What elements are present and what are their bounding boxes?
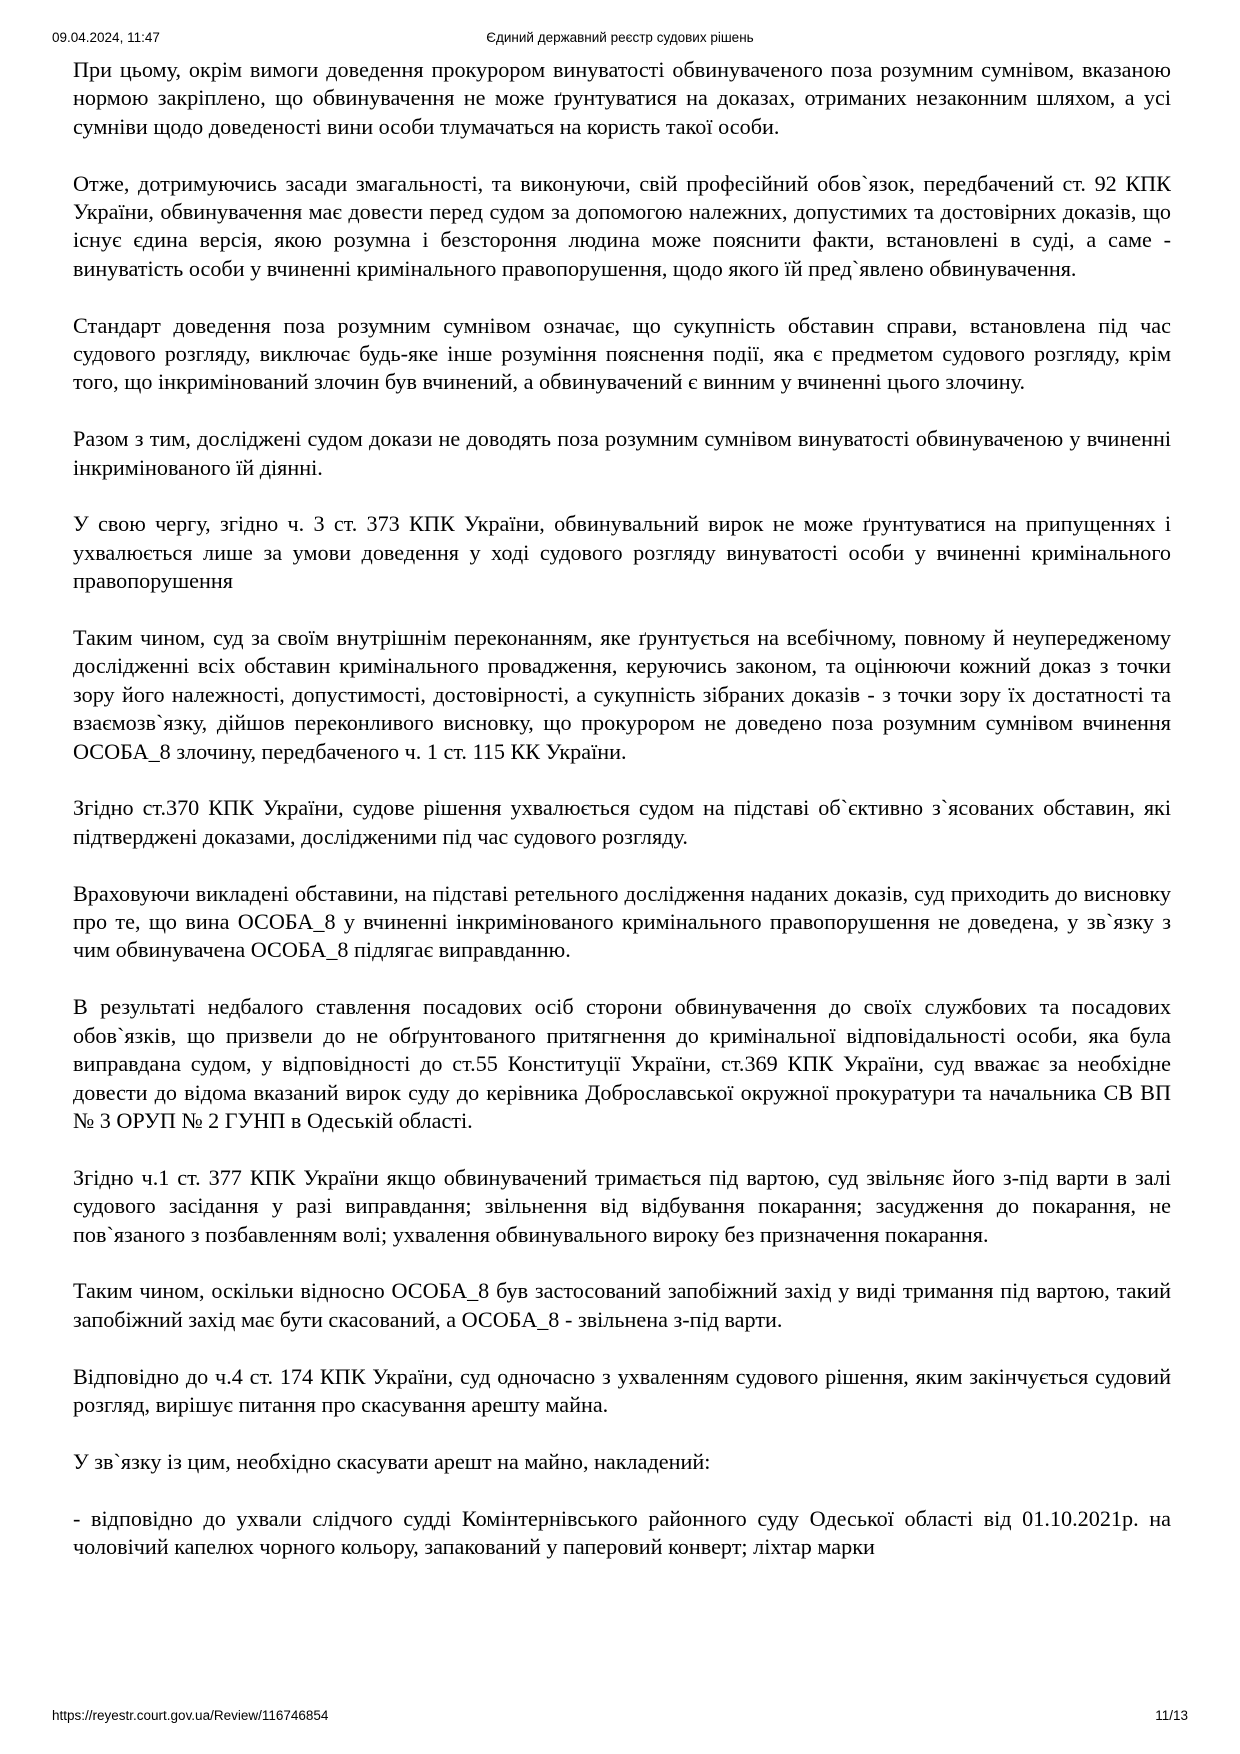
paragraph: Отже, дотримуючись засади змагальності, та виконуючи, свій професійний обов`язок, передбачений ст. 92 КПК України, обвинувачення має довести перед судом за допомогою належних, допустимих та достовірних доказів, що існує єдина версія, якою розумна і безстороння людина може пояснити факти, встановлені в суді, а саме - винуватість особи у вчиненні кримінального правопорушення, щодо якого їй пред`явлено обвинувачення.	[73, 170, 1171, 281]
paragraph: Таким чином, оскільки відносно ОСОБА_8 був застосований запобіжний захід у виді тримання під вартою, такий запобіжний захід має бути скасований, а ОСОБА_8 - звільнена з-під варти.	[73, 1278, 1171, 1332]
paragraph: При цьому, окрім вимоги доведення прокурором винуватості обвинуваченого поза розумним сумнівом, вказаною нормою закріплено, що обвинувачення не може ґрунтуватися на доказах, отриманих незаконним шляхом, а усі сумніви щодо доведеності вини особи тлумачаться на користь такої особи.	[73, 57, 1171, 139]
page-number: 11/13	[1155, 1708, 1188, 1723]
print-footer	[52, 1708, 1188, 1726]
paragraph: Згідно ст.370 КПК України, судове рішення ухвалюється судом на підставі об`єктивно з`ясованих обставин, які підтверджені доказами, дослідженими під час судового розгляду.	[73, 795, 1171, 849]
paragraph: В результаті недбалого ставлення посадових осіб сторони обвинувачення до своїх службових та посадових обов`язків, що призвели до не обґрунтованого притягнення до кримінальної відповідальності особи, яка була виправдана судом, у відповідності до ст.55 Конституції України, ст.369 КПК України, суд вважає за необхідне довести до відома вказаний вирок суду до керівника Доброславської окружної прокуратури та начальника СВ ВП № 3 ОРУП № 2 ГУНП в Одеській області.	[73, 994, 1171, 1133]
document-body	[73, 56, 1171, 1590]
paragraph: Разом з тим, досліджені судом докази не доводять поза розумним сумнівом винуватості обвинуваченою у вчиненні інкримінованого їй діянні.	[73, 426, 1171, 480]
print-page-title: Єдиний державний реєстр судових рішень	[486, 30, 754, 45]
paragraph: Враховуючи викладені обставини, на підставі ретельного дослідження наданих доказів, суд приходить до висновку про те, що вина ОСОБА_8 у вчиненні інкримінованого кримінального правопорушення не доведена, у зв`язку з чим обвинувачена ОСОБА_8 підлягає виправданню.	[73, 880, 1171, 963]
paragraph: Таким чином, суд за своїм внутрішнім переконанням, яке ґрунтується на всебічному, повному й неупередженому дослідженні всіх обставин кримінального провадження, керуючись законом, та оцінюючи кожний доказ з точки зору його належності, допустимості, достовірності, а сукупність зібраних доказів - з точки зору їх достатності та взаємозв`язку, дійшов переконливого висновку, що прокурором не доведено поза розумним сумнівом вчинення ОСОБА_8 злочину, передбаченого ч. 1 ст. 115 КК України.	[73, 625, 1171, 764]
paragraph: У зв`язку із цим, необхідно скасувати арешт на майно, накладений:	[73, 1448, 711, 1474]
paragraph: Згідно ч.1 ст. 377 КПК України якщо обвинувачений тримається під вартою, суд звільняє його з-під варти в залі судового засідання у разі виправдання; звільнення від відбування покарання; засудження до покарання, не пов`язаного з позбавленням волі; ухвалення обвинувального вироку без призначення покарання.	[73, 1164, 1171, 1247]
paragraph: Стандарт доведення поза розумним сумнівом означає, що сукупність обставин справи, встановлена під час судового розгляду, виключає будь-яке інше розуміння пояснення події, яка є предметом судового розгляду, крім того, що інкримінований злочин був вчинений, а обвинувачений є винним у вчиненні цього злочину.	[73, 312, 1171, 395]
print-datetime: 09.04.2024, 11:47	[52, 30, 160, 45]
paragraph: - відповідно до ухвали слідчого судді Комінтернівського районного суду Одеської області від 01.10.2021р. на чоловічий капелюх чорного кольору, запакований у паперовий конверт; ліхтар марки	[73, 1505, 1171, 1559]
page-url: https://reyestr.court.gov.ua/Review/116746854	[52, 1708, 329, 1723]
print-header	[52, 30, 1188, 48]
paragraph: У свою чергу, згідно ч. 3 ст. 373 КПК України, обвинувальний вирок не може ґрунтуватися на припущеннях і ухвалюється лише за умови доведення у ході судового розгляду винуватості особи у вчиненні кримінального правопорушення	[73, 511, 1171, 594]
paragraph: Відповідно до ч.4 ст. 174 КПК України, суд одночасно з ухваленням судового рішення, яким закінчується судовий розгляд, вирішує питання про скасування арешту майна.	[73, 1363, 1171, 1417]
